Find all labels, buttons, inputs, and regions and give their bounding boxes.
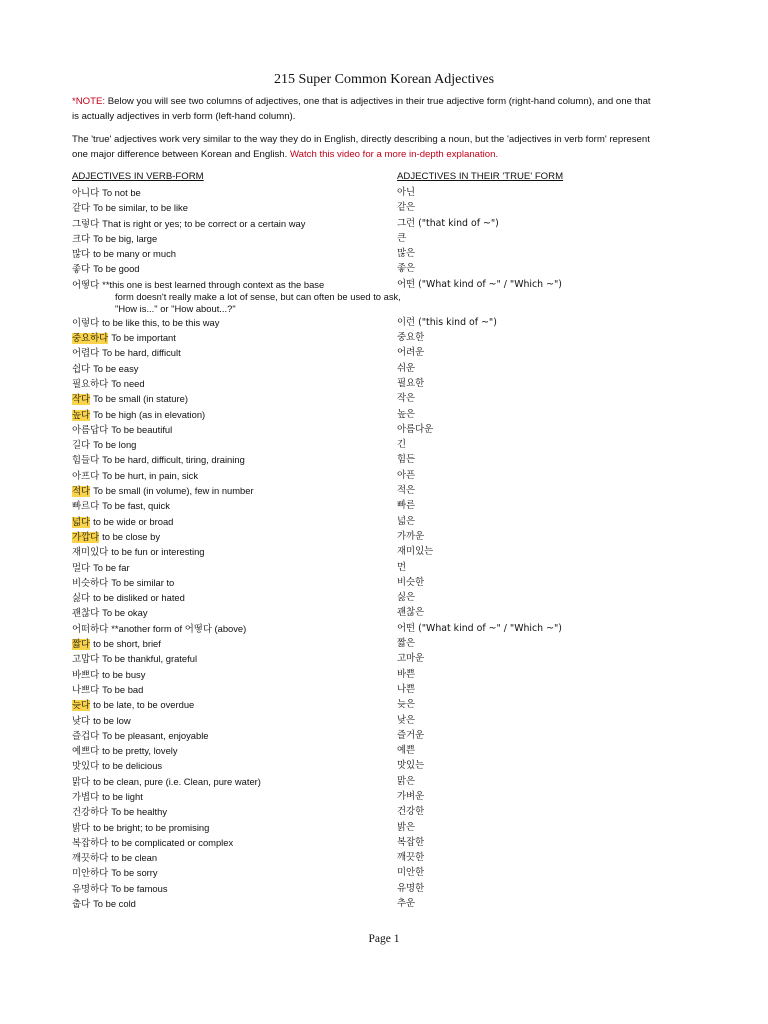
english-meaning: to be bright; to be promising (93, 821, 210, 833)
english-meaning: to be like this, to be this way (102, 316, 220, 328)
true-form-cell: 비슷한 (397, 576, 425, 588)
table-row (72, 682, 632, 697)
korean-verb-form: 예쁘다 (72, 746, 100, 758)
true-form-cell: 가벼운 (397, 790, 425, 802)
korean-verb-form: 크다 (72, 233, 91, 245)
true-form-cell: 많은 (397, 248, 416, 260)
table-row (72, 560, 632, 575)
true-form-cell: 좋은 (397, 263, 416, 275)
verb-form-cell (72, 437, 390, 453)
verb-form-cell (72, 896, 390, 912)
korean-verb-form: 밝다 (72, 822, 91, 834)
true-form-cell: 필요한 (397, 377, 425, 389)
true-form-cell: 가까운 (397, 530, 425, 542)
true-form-cell: 이런 ("this kind of ~") (397, 316, 497, 328)
table-row (72, 713, 632, 728)
english-meaning: To be hard, difficult, tiring, draining (102, 454, 245, 466)
korean-verb-form: 복잡하다 (72, 837, 109, 849)
verb-form-cell (72, 667, 390, 683)
english-meaning: to be fun or interesting (111, 546, 205, 558)
table-row (72, 200, 632, 215)
korean-verb-form: 좋다 (72, 264, 91, 276)
korean-verb-form: 싫다 (72, 593, 91, 605)
korean-verb-form: 어떻다 (72, 279, 100, 291)
true-form-cell: 유명한 (397, 882, 425, 894)
korean-verb-form: 멀다 (72, 562, 91, 574)
english-meaning: To be fast, quick (102, 500, 170, 512)
english-meaning: To be far (93, 561, 130, 573)
table-row (72, 820, 632, 835)
korean-verb-form: 힘들다 (72, 455, 100, 467)
verb-form-cell (72, 315, 390, 331)
true-form-cell: 아닌 (397, 187, 416, 198)
true-form-cell: 추운 (397, 898, 416, 910)
korean-verb-form: 어떠하다 (72, 623, 109, 635)
korean-verb-form: 쉽다 (72, 363, 91, 375)
table-row (72, 728, 632, 743)
english-meaning: To be high (as in elevation) (93, 408, 206, 420)
korean-verb-form: 나쁘다 (72, 684, 100, 696)
korean-verb-form: 미안하다 (72, 868, 109, 880)
table-row (72, 231, 632, 246)
english-meaning: to be light (102, 790, 143, 802)
left-column-header: ADJECTIVES IN VERB-FORM (72, 171, 204, 182)
verb-form-cell (72, 850, 390, 866)
verb-form-cell (72, 728, 390, 744)
table-row (72, 345, 632, 360)
table-row (72, 758, 632, 773)
true-form-cell: 고마운 (397, 653, 425, 665)
english-meaning: To be sorry (111, 867, 158, 879)
note-label: *NOTE: (72, 96, 106, 107)
verb-form-cell (72, 881, 390, 897)
english-meaning: **this one is best learned through context as the base (102, 278, 325, 290)
verb-form-cell (72, 820, 390, 836)
true-form-cell: 같은 (397, 202, 416, 214)
verb-form-cell (72, 514, 390, 530)
english-meaning: To not be (102, 187, 141, 198)
english-meaning: to be busy (102, 668, 146, 680)
english-meaning: To need (111, 377, 145, 389)
table-row (72, 881, 632, 896)
true-form-cell: 넓은 (397, 515, 416, 527)
true-form-cell: 복잡한 (397, 836, 425, 848)
english-meaning: to be low (93, 714, 131, 726)
verb-form-cell (72, 697, 390, 713)
verb-form-cell (72, 758, 390, 774)
korean-verb-form: 낮다 (72, 715, 91, 727)
intro-text: The 'true' adjectives work very similar to the way they do in English, directly describing a noun, but the 'adjectives in verb form' represent one major difference between Korean and English. (72, 134, 650, 160)
true-form-cell: 어떤 ("What kind of ~" / "Which ~") (397, 622, 562, 634)
true-form-cell: 짧은 (397, 638, 416, 650)
verb-form-cell (72, 376, 390, 392)
true-form-cell: 힘든 (397, 454, 416, 466)
english-meaning: to be complicated or complex (111, 836, 234, 848)
table-row (72, 330, 632, 345)
true-form-cell: 그런 ("that kind of ~") (397, 217, 499, 229)
verb-form-cell (72, 391, 390, 407)
verb-form-cell (72, 422, 390, 438)
english-meaning: to be many or much (93, 248, 176, 260)
verb-form-cell (72, 261, 390, 277)
korean-verb-form: 넓다 (72, 516, 91, 528)
true-form-cell: 적은 (397, 485, 416, 497)
verb-form-cell (72, 743, 390, 759)
verb-form-cell (72, 345, 390, 361)
korean-verb-form: 적다 (72, 486, 91, 498)
english-meaning: to be clean (111, 852, 158, 864)
verb-form-cell (72, 277, 401, 315)
table-row (72, 261, 632, 276)
true-form-cell: 작은 (397, 393, 416, 405)
table-row (72, 529, 632, 544)
table-row (72, 575, 632, 590)
verb-form-cell (72, 560, 390, 576)
true-form-cell: 중요한 (397, 332, 425, 344)
korean-verb-form: 맛있다 (72, 761, 100, 773)
true-form-cell: 깨끗한 (397, 852, 425, 864)
korean-verb-form: 고맙다 (72, 654, 100, 666)
english-meaning: to be pretty, lovely (102, 745, 178, 757)
table-row (72, 667, 632, 682)
true-form-cell: 싫은 (397, 592, 416, 604)
korean-verb-form: 그렇다 (72, 218, 100, 230)
korean-verb-form: 빠르다 (72, 501, 100, 513)
true-form-cell: 아픈 (397, 469, 416, 481)
table-row (72, 850, 632, 865)
korean-verb-form: 춥다 (72, 899, 91, 911)
video-link[interactable]: Watch this video for a more in-depth explanation. (289, 149, 499, 160)
korean-verb-form: 높다 (72, 409, 91, 421)
korean-verb-form: 아니다 (72, 188, 100, 199)
english-meaning: To be small (in stature) (93, 393, 188, 405)
english-meaning: to be clean, pure (i.e. Clean, pure water) (93, 775, 261, 787)
verb-form-cell (72, 713, 390, 729)
korean-verb-form: 필요하다 (72, 378, 109, 390)
verb-form-cell (72, 789, 390, 805)
table-row (72, 422, 632, 437)
table-row (72, 437, 632, 452)
english-meaning: To be hurt, in pain, sick (102, 469, 199, 481)
right-column-header: ADJECTIVES IN THEIR 'TRUE' FORM (397, 171, 564, 182)
table-row (72, 544, 632, 559)
english-meaning: To be good (93, 263, 140, 275)
true-form-cell: 빠른 (397, 500, 416, 512)
table-row (72, 361, 632, 376)
english-meaning: To be small (in volume), few in number (93, 485, 254, 497)
true-form-cell: 맑은 (397, 775, 416, 787)
true-form-cell: 어떤 ("What kind of ~" / "Which ~") (397, 278, 562, 290)
true-form-cell: 긴 (397, 439, 407, 451)
verb-form-cell (72, 774, 390, 790)
verb-form-cell (72, 651, 390, 667)
verb-form-cell (72, 605, 390, 621)
table-row (72, 468, 632, 483)
true-form-cell: 먼 (397, 561, 407, 573)
verb-form-cell (72, 636, 390, 652)
korean-verb-form: 짧다 (72, 639, 91, 651)
page-number: Page 1 (368, 933, 400, 945)
korean-verb-form: 바쁘다 (72, 669, 100, 681)
true-form-cell: 밝은 (397, 821, 416, 833)
english-meaning: to be short, brief (93, 638, 161, 650)
korean-verb-form: 중요하다 (72, 333, 109, 345)
note-paragraph (72, 94, 652, 124)
table-row (72, 391, 632, 406)
english-meaning: To be similar to (111, 576, 175, 588)
true-form-cell: 바쁜 (397, 668, 416, 680)
table-row (72, 621, 632, 636)
table-row (72, 835, 632, 850)
korean-verb-form: 가깝다 (72, 531, 100, 543)
korean-verb-form: 건강하다 (72, 807, 109, 819)
table-row (72, 452, 632, 467)
true-form-cell: 높은 (397, 408, 416, 420)
true-form-cell: 낮은 (397, 714, 416, 726)
english-meaning: To be bad (102, 683, 144, 695)
table-row (72, 697, 632, 712)
verb-form-cell (72, 200, 390, 216)
verb-form-cell (72, 407, 390, 423)
korean-verb-form: 비슷하다 (72, 577, 109, 589)
table-row (72, 498, 632, 513)
table-row (72, 407, 632, 422)
korean-verb-form: 작다 (72, 394, 91, 406)
verb-form-cell (72, 498, 390, 514)
verb-form-cell (72, 544, 390, 560)
true-form-cell: 즐거운 (397, 729, 425, 741)
english-meaning: To be easy (93, 362, 139, 374)
note-text: Below you will see two columns of adjectives, one that is adjectives in their true adjective form (right-hand column), and one that is actually adjectives in verb form (left-hand column). (72, 96, 651, 122)
korean-verb-form: 아프다 (72, 470, 100, 482)
english-meaning: To be pleasant, enjoyable (102, 729, 209, 741)
english-meaning: To be important (111, 332, 176, 344)
true-form-cell: 맛있는 (397, 760, 425, 772)
verb-form-cell (72, 231, 390, 247)
table-row (72, 216, 632, 231)
adjective-list (72, 185, 632, 911)
table-row (72, 789, 632, 804)
korean-verb-form: 길다 (72, 440, 91, 452)
verb-form-cell (72, 575, 390, 591)
english-meaning: To be cold (93, 898, 136, 910)
english-meaning: To be okay (102, 607, 148, 619)
verb-form-cell (72, 483, 390, 499)
table-row (72, 590, 632, 605)
verb-form-cell (72, 682, 390, 698)
true-form-cell: 어려운 (397, 347, 425, 359)
table-row (72, 774, 632, 789)
verb-form-cell (72, 246, 390, 262)
table-row (72, 185, 632, 200)
true-form-cell: 건강한 (397, 806, 425, 818)
verb-form-cell (72, 621, 390, 637)
korean-verb-form: 유명하다 (72, 883, 109, 895)
korean-verb-form: 어렵다 (72, 348, 100, 360)
verb-form-cell (72, 216, 390, 232)
english-meaning: To be hard, difficult (102, 347, 181, 359)
table-row (72, 743, 632, 758)
verb-form-cell (72, 330, 390, 346)
table-row (72, 605, 632, 620)
korean-verb-form: 맑다 (72, 776, 91, 788)
verb-form-cell (72, 452, 390, 468)
english-meaning: To be thankful, grateful (102, 653, 198, 665)
verb-form-cell (72, 804, 390, 820)
korean-verb-form: 깨끗하다 (72, 853, 109, 865)
english-meaning: To be healthy (111, 806, 168, 818)
table-row (72, 376, 632, 391)
english-meaning: to be wide or broad (93, 515, 174, 527)
korean-verb-form: 아름답다 (72, 424, 109, 436)
english-meaning: to be delicious (102, 760, 163, 772)
verb-form-cell (72, 590, 390, 606)
korean-verb-form: 가볍다 (72, 791, 100, 803)
table-row (72, 315, 632, 330)
verb-form-cell (72, 468, 390, 484)
english-meaning: To be similar, to be like (93, 202, 188, 214)
english-meaning: to be close by (102, 530, 161, 542)
korean-verb-form: 같다 (72, 203, 91, 215)
english-meaning: To be famous (111, 882, 168, 894)
verb-form-cell (72, 361, 390, 377)
table-row (72, 865, 632, 880)
true-form-cell: 늦은 (397, 699, 416, 711)
true-form-cell: 미안한 (397, 867, 425, 879)
true-form-cell: 괜찮은 (397, 607, 425, 619)
english-meaning: to be disliked or hated (93, 592, 185, 604)
korean-verb-form: 이렇다 (72, 317, 100, 329)
verb-form-cell (72, 185, 390, 201)
table-row (72, 651, 632, 666)
true-form-cell: 나쁜 (397, 683, 416, 695)
english-meaning: to be late, to be overdue (93, 699, 195, 711)
korean-verb-form: 많다 (72, 249, 91, 261)
table-row (72, 277, 632, 315)
table-row (72, 514, 632, 529)
table-row (72, 246, 632, 261)
true-form-cell: 아름다운 (397, 423, 434, 435)
korean-verb-form: 즐겁다 (72, 730, 100, 742)
english-meaning: To be long (93, 439, 137, 451)
korean-verb-form: 괜찮다 (72, 608, 100, 620)
english-meaning: That is right or yes; to be correct or a certain way (102, 217, 306, 229)
verb-form-cell (72, 865, 390, 881)
true-form-cell: 쉬운 (397, 362, 416, 374)
verb-form-cell (72, 835, 390, 851)
true-form-cell: 큰 (397, 232, 407, 244)
table-row (72, 896, 632, 911)
english-meaning: To be beautiful (111, 423, 173, 435)
intro-paragraph (72, 132, 652, 162)
korean-verb-form: 재미있다 (72, 547, 109, 559)
page-title: 215 Super Common Korean Adjectives (273, 72, 495, 87)
table-row (72, 483, 632, 498)
english-meaning: To be big, large (93, 232, 158, 244)
true-form-cell: 예쁜 (397, 745, 416, 757)
korean-verb-form: 늦다 (72, 700, 91, 712)
table-row (72, 636, 632, 651)
english-meaning-continued: form doesn't really make a lot of sense, but can often be used to ask, "How is..." or "How about...?" (115, 291, 401, 315)
table-row (72, 804, 632, 819)
verb-form-cell (72, 529, 390, 545)
true-form-cell: 재미있는 (397, 546, 434, 558)
english-meaning: **another form of 어떻다 (above) (111, 622, 247, 634)
